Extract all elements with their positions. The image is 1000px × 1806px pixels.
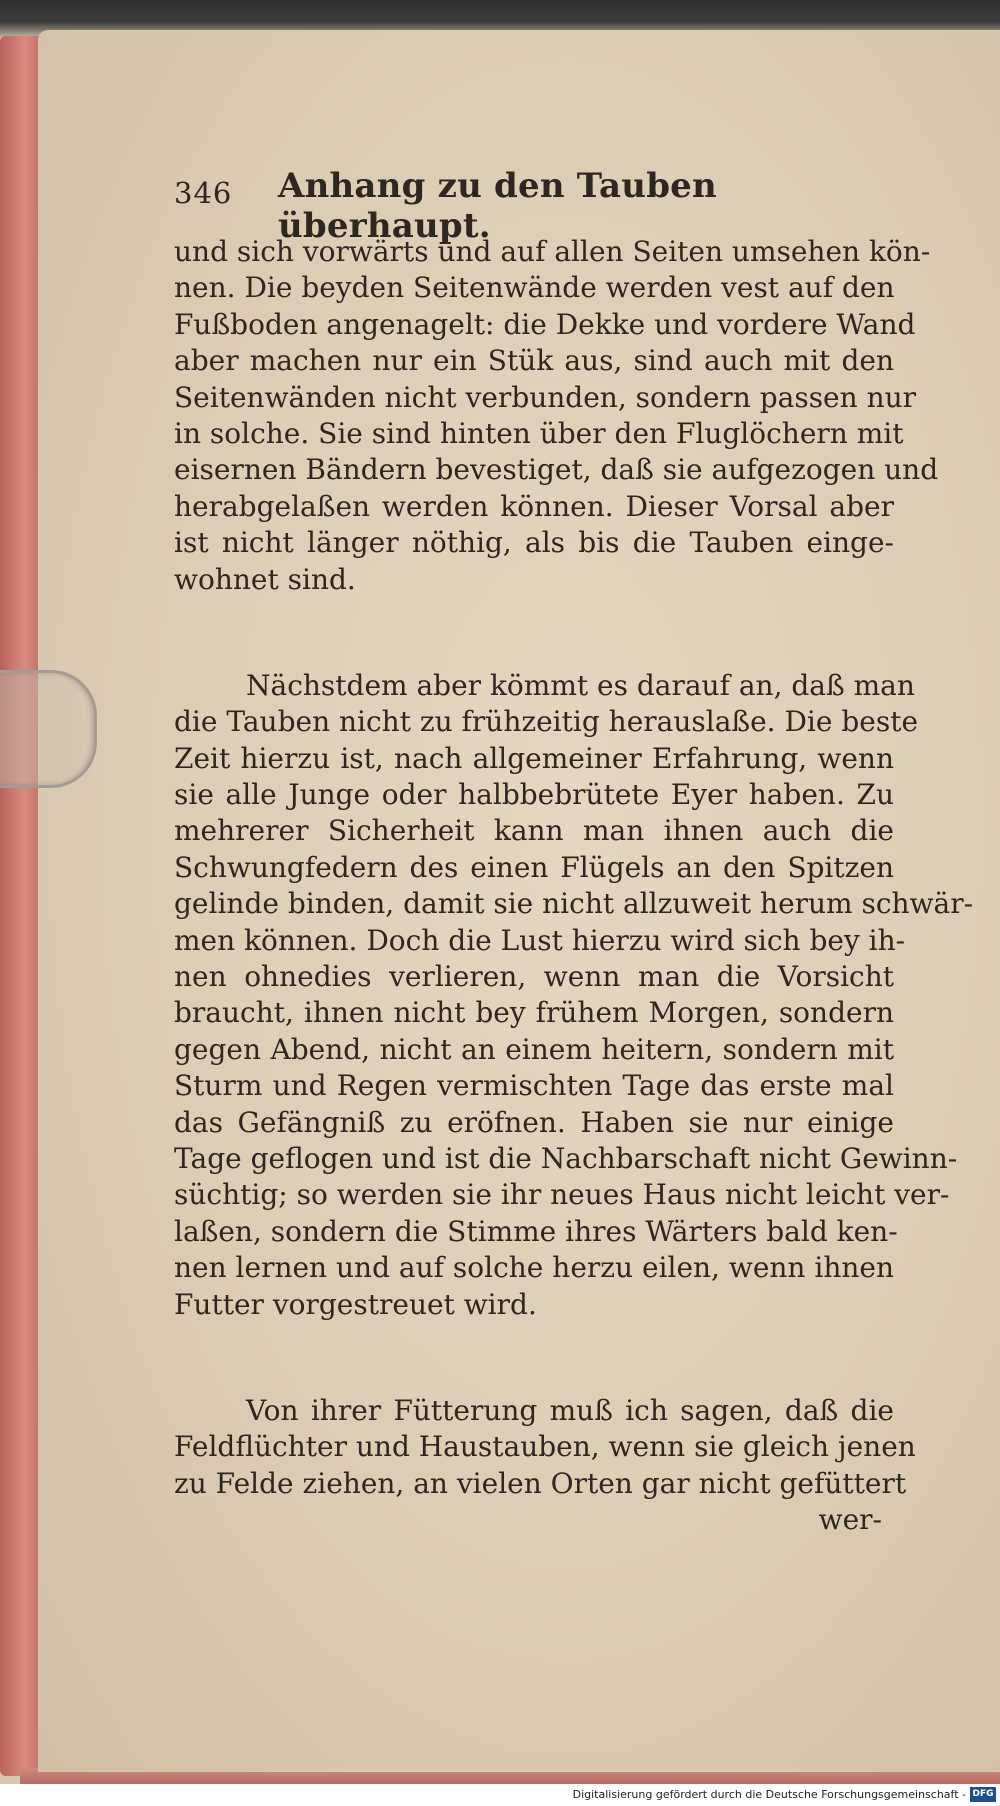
text-line: braucht, ihnen nicht bey frühem Morgen, sondern — [174, 996, 894, 1030]
text-line: nen. Die beyden Seitenwände werden vest auf den — [174, 271, 895, 305]
paragraph-1 — [174, 234, 939, 598]
text-line: sie alle Junge oder halbbebrütete Eyer haben. Zu — [174, 778, 894, 812]
catchword: wer- — [818, 1503, 882, 1537]
text-line: aber machen nur ein Stük aus, sind auch mit den — [174, 344, 894, 378]
text-line: laßen, sondern die Stimme ihres Wärters bald ken- — [174, 1214, 898, 1248]
text-line: nen ohnedies verlieren, wenn man die Vorsicht — [174, 960, 894, 994]
page-number: 346 — [174, 176, 233, 210]
paragraph-2 — [174, 668, 974, 1323]
text-line: die Tauben nicht zu frühzeitig herauslaße. Die beste — [174, 705, 919, 739]
text-line: Schwungfedern des einen Flügels an den Spitzen — [174, 850, 894, 884]
text-line: und sich vorwärts und auf allen Seiten umsehen kön- — [174, 235, 931, 268]
dfg-logo: DFG — [970, 1787, 996, 1802]
text-line: Seitenwänden nicht verbunden, sondern passen nur — [174, 380, 917, 414]
text-line: mehrerer Sicherheit kann man ihnen auch die — [174, 814, 894, 848]
text-line: Feldflüchter und Haustauben, wenn sie gleich jenen — [174, 1430, 916, 1464]
text-line: Fußboden angenagelt: die Dekke und vordere Wand — [174, 307, 916, 341]
text-line: Tage geflogen und ist die Nachbarschaft nicht Gewinn- — [174, 1141, 958, 1175]
text-line: gegen Abend, nicht an einem heitern, sondern mit — [174, 1032, 894, 1066]
text-line: herabgelaßen werden können. Dieser Vorsal aber — [174, 489, 894, 523]
paragraph-3 — [174, 1393, 916, 1502]
running-head: Anhang zu den Tauben überhaupt. — [278, 166, 717, 246]
page-clip — [0, 670, 97, 788]
text-line: men können. Doch die Lust hierzu wird sich bey ih- — [174, 923, 906, 957]
text-line: gelinde binden, damit sie nicht allzuweit herum schwär- — [174, 887, 974, 921]
text-line: süchtig; so werden sie ihr neues Haus nicht leicht ver- — [174, 1178, 950, 1212]
text-line: Zeit hierzu ist, nach allgemeiner Erfahrung, wenn — [174, 741, 894, 775]
digitization-credit: Digitalisierung gefördert durch die Deutsche Forschungsgemeinschaft - — [572, 1788, 966, 1801]
text-line: das Gefängniß zu eröfnen. Haben sie nur einige — [174, 1105, 894, 1139]
text-line: Nächstdem aber kömmt es darauf an, daß man — [246, 668, 915, 702]
page-header — [174, 160, 894, 246]
text-line: eisernen Bändern bevestiget, daß sie aufgezogen und — [174, 453, 939, 487]
text-line: nen lernen und auf solche herzu eilen, wenn ihnen — [174, 1251, 894, 1285]
text-line: Von ihrer Fütterung muß ich sagen, daß die — [246, 1393, 894, 1427]
text-line: in solche. Sie sind hinten über den Fluglöchern mit — [174, 416, 904, 450]
text-line: zu Felde ziehen, an vielen Orten gar nicht gefüttert — [174, 1466, 907, 1500]
page-content — [174, 160, 974, 1539]
text-line: wohnet sind. — [174, 562, 356, 596]
text-line: Sturm und Regen vermischten Tage das erste mal — [174, 1069, 894, 1103]
text-line: Futter vorgestreuet wird. — [174, 1287, 537, 1321]
text-line: ist nicht länger nöthig, als bis die Tauben einge- — [174, 526, 894, 560]
